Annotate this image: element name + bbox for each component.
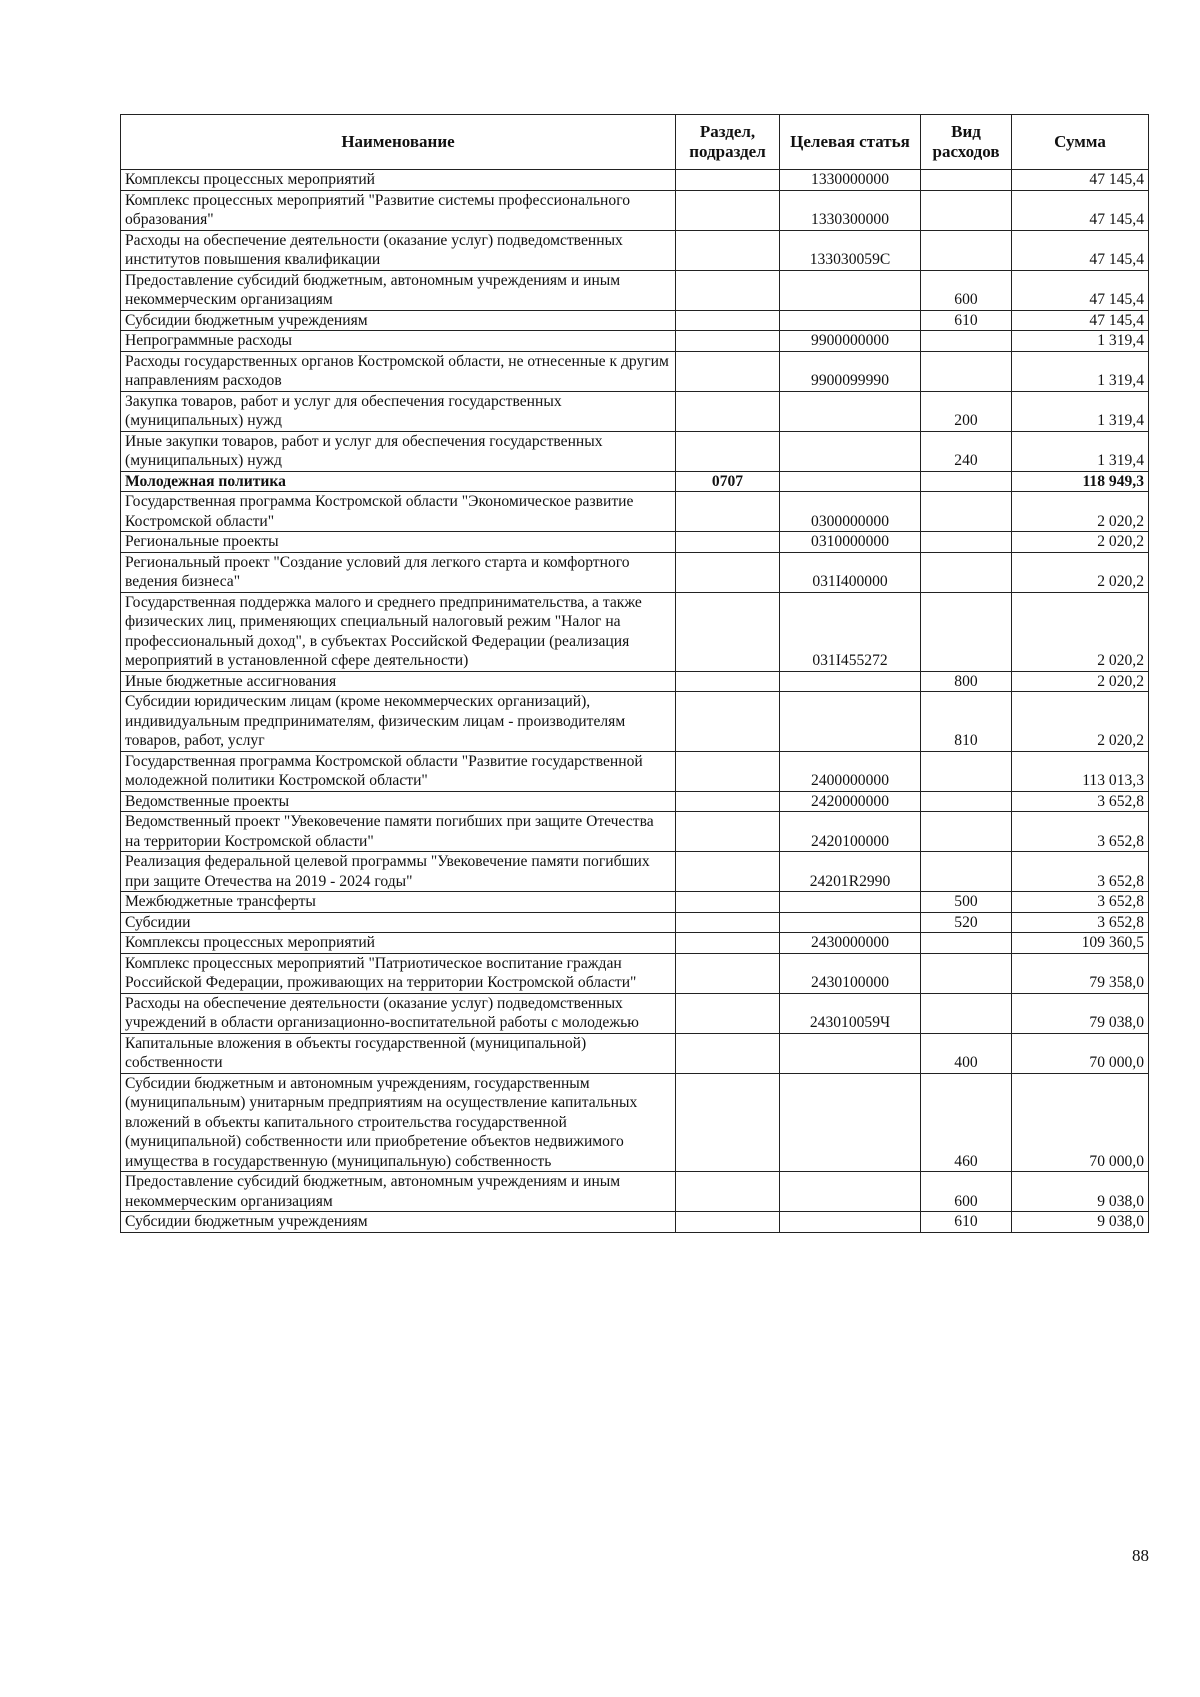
table-body [121,170,1149,1233]
cell-name: Комплекс процессных мероприятий "Развитие системы профессионального образования" [121,190,676,230]
cell-amount: 2 020,2 [1012,692,1149,752]
cell-kind: 400 [921,1033,1012,1073]
table-row [121,351,1149,391]
cell-name: Иные бюджетные ассигнования [121,671,676,692]
cell-name: Региональные проекты [121,532,676,553]
cell-amount: 113 013,3 [1012,751,1149,791]
cell-section [676,592,780,671]
cell-name: Государственная программа Костромской области "Экономическое развитие Костромской области" [121,492,676,532]
cell-name: Молодежная политика [121,471,676,492]
table-row [121,532,1149,553]
cell-amount: 109 360,5 [1012,933,1149,954]
cell-kind [921,331,1012,352]
cell-kind [921,532,1012,553]
cell-section [676,270,780,310]
cell-amount: 2 020,2 [1012,592,1149,671]
cell-name: Комплекс процессных мероприятий "Патриотическое воспитание граждан Российской Федерации, проживающих на территории Костромской области" [121,953,676,993]
cell-name: Предоставление субсидий бюджетным, автономным учреждениям и иным некоммерческим организациям [121,270,676,310]
cell-amount: 3 652,8 [1012,852,1149,892]
cell-kind [921,751,1012,791]
cell-target [780,270,921,310]
cell-target: 0300000000 [780,492,921,532]
cell-target: 1330000000 [780,170,921,191]
cell-kind [921,190,1012,230]
cell-target: 0310000000 [780,532,921,553]
table-row [121,431,1149,471]
cell-kind: 200 [921,391,1012,431]
cell-target: 9900000000 [780,331,921,352]
cell-amount: 3 652,8 [1012,791,1149,812]
table-row [121,170,1149,191]
cell-amount: 47 145,4 [1012,230,1149,270]
cell-amount: 3 652,8 [1012,892,1149,913]
cell-kind: 600 [921,1172,1012,1212]
cell-kind [921,852,1012,892]
cell-section [676,1033,780,1073]
cell-name: Иные закупки товаров, работ и услуг для обеспечения государственных (муниципальных) нужд [121,431,676,471]
cell-kind [921,933,1012,954]
cell-kind: 460 [921,1073,1012,1172]
cell-name: Субсидии юридическим лицам (кроме некоммерческих организаций), индивидуальным предпринимателям, физическим лицам - производителям товаров, работ, услуг [121,692,676,752]
cell-kind: 500 [921,892,1012,913]
cell-kind: 600 [921,270,1012,310]
cell-section: 0707 [676,471,780,492]
table-row [121,270,1149,310]
cell-name: Расходы на обеспечение деятельности (оказание услуг) подведомственных институтов повышения квалификации [121,230,676,270]
table-row [121,892,1149,913]
table-row [121,592,1149,671]
cell-section [676,692,780,752]
table-row [121,852,1149,892]
table-row [121,190,1149,230]
cell-target: 2420000000 [780,791,921,812]
cell-kind: 800 [921,671,1012,692]
budget-sheet [120,114,1148,1233]
cell-target: 133030059С [780,230,921,270]
cell-section [676,190,780,230]
cell-kind [921,492,1012,532]
cell-amount: 70 000,0 [1012,1033,1149,1073]
cell-amount: 1 319,4 [1012,391,1149,431]
cell-name: Ведомственный проект "Увековечение памяти погибших при защите Отечества на территории Костромской области" [121,812,676,852]
cell-target [780,671,921,692]
cell-amount: 3 652,8 [1012,912,1149,933]
cell-name: Государственная программа Костромской области "Развитие государственной молодежной политики Костромской области" [121,751,676,791]
cell-amount: 2 020,2 [1012,492,1149,532]
cell-name: Капитальные вложения в объекты государственной (муниципальной) собственности [121,1033,676,1073]
cell-amount: 118 949,3 [1012,471,1149,492]
cell-amount: 1 319,4 [1012,331,1149,352]
cell-kind [921,351,1012,391]
cell-target [780,1172,921,1212]
table-row [121,391,1149,431]
cell-section [676,751,780,791]
cell-kind: 520 [921,912,1012,933]
cell-kind: 610 [921,1212,1012,1233]
header-section: Раздел, подраздел [676,115,780,170]
table-row [121,791,1149,812]
cell-amount: 79 358,0 [1012,953,1149,993]
cell-amount: 47 145,4 [1012,190,1149,230]
header-name: Наименование [121,115,676,170]
table-row [121,933,1149,954]
cell-amount: 79 038,0 [1012,993,1149,1033]
cell-name: Субсидии [121,912,676,933]
cell-section [676,953,780,993]
cell-kind [921,170,1012,191]
table-row [121,310,1149,331]
cell-section [676,391,780,431]
cell-name: Комплексы процессных мероприятий [121,170,676,191]
table-row [121,993,1149,1033]
cell-kind [921,552,1012,592]
table-row [121,1073,1149,1172]
cell-amount: 2 020,2 [1012,671,1149,692]
cell-section [676,1172,780,1212]
cell-target: 031I455272 [780,592,921,671]
cell-target: 2420100000 [780,812,921,852]
table-row [121,552,1149,592]
cell-amount: 1 319,4 [1012,351,1149,391]
table-header-row [121,115,1149,170]
cell-section [676,431,780,471]
cell-section [676,912,780,933]
cell-kind [921,791,1012,812]
cell-section [676,351,780,391]
header-amount: Сумма [1012,115,1149,170]
cell-amount: 9 038,0 [1012,1212,1149,1233]
cell-target [780,471,921,492]
cell-target [780,692,921,752]
cell-section [676,492,780,532]
cell-amount: 2 020,2 [1012,532,1149,553]
table-row [121,953,1149,993]
cell-target [780,1073,921,1172]
table-row [121,692,1149,752]
cell-name: Комплексы процессных мероприятий [121,933,676,954]
header-target: Целевая статья [780,115,921,170]
cell-name: Субсидии бюджетным учреждениям [121,310,676,331]
cell-target [780,310,921,331]
cell-amount: 9 038,0 [1012,1172,1149,1212]
cell-target: 2430000000 [780,933,921,954]
cell-section [676,933,780,954]
cell-kind [921,471,1012,492]
cell-section [676,532,780,553]
cell-name: Ведомственные проекты [121,791,676,812]
cell-name: Закупка товаров, работ и услуг для обеспечения государственных (муниципальных) нужд [121,391,676,431]
cell-section [676,170,780,191]
cell-name: Непрограммные расходы [121,331,676,352]
cell-section [676,671,780,692]
cell-section [676,993,780,1033]
cell-target [780,912,921,933]
page-number: 88 [1132,1546,1149,1565]
cell-section [676,852,780,892]
cell-kind [921,993,1012,1033]
cell-amount: 3 652,8 [1012,812,1149,852]
cell-kind [921,953,1012,993]
table-row [121,751,1149,791]
cell-target: 2400000000 [780,751,921,791]
cell-section [676,310,780,331]
cell-target: 1330300000 [780,190,921,230]
cell-target: 031I400000 [780,552,921,592]
table-row [121,1033,1149,1073]
cell-kind [921,592,1012,671]
cell-name: Региональный проект "Создание условий для легкого старта и комфортного ведения бизнеса" [121,552,676,592]
cell-section [676,1212,780,1233]
cell-section [676,791,780,812]
cell-target [780,1033,921,1073]
cell-name: Межбюджетные трансферты [121,892,676,913]
cell-amount: 47 145,4 [1012,310,1149,331]
cell-target [780,391,921,431]
cell-kind: 610 [921,310,1012,331]
budget-table [120,114,1149,1233]
table-row [121,1172,1149,1212]
cell-section [676,892,780,913]
cell-section [676,230,780,270]
cell-amount: 1 319,4 [1012,431,1149,471]
table-row [121,492,1149,532]
cell-kind [921,230,1012,270]
cell-kind: 810 [921,692,1012,752]
cell-amount: 2 020,2 [1012,552,1149,592]
cell-name: Реализация федеральной целевой программы "Увековечение памяти погибших при защите Отечества на 2019 - 2024 годы" [121,852,676,892]
cell-name: Предоставление субсидий бюджетным, автономным учреждениям и иным некоммерческим организациям [121,1172,676,1212]
cell-target [780,1212,921,1233]
cell-target [780,892,921,913]
table-row [121,471,1149,492]
cell-target [780,431,921,471]
cell-section [676,552,780,592]
cell-kind: 240 [921,431,1012,471]
table-row [121,1212,1149,1233]
cell-section [676,812,780,852]
cell-name: Государственная поддержка малого и среднего предпринимательства, а также физических лиц, применяющих специальный налоговый режим "Налог на профессиональный доход", в субъектах Российской Федерации (реализация мероприятий в установленной сфере деятельности) [121,592,676,671]
table-row [121,230,1149,270]
cell-amount: 70 000,0 [1012,1073,1149,1172]
cell-name: Субсидии бюджетным и автономным учреждениям, государственным (муниципальным) унитарным предприятиям на осуществление капитальных вложений в объекты капитального строительства государственной (муниципальной) собственности или приобретение объектов недвижимого имущества в государственную (муниципальную) собственность [121,1073,676,1172]
cell-amount: 47 145,4 [1012,170,1149,191]
table-row [121,812,1149,852]
cell-target: 24201R2990 [780,852,921,892]
cell-section [676,1073,780,1172]
header-kind: Вид расходов [921,115,1012,170]
cell-amount: 47 145,4 [1012,270,1149,310]
table-row [121,912,1149,933]
cell-target: 9900099990 [780,351,921,391]
table-row [121,671,1149,692]
cell-section [676,331,780,352]
cell-target: 2430100000 [780,953,921,993]
cell-kind [921,812,1012,852]
cell-name: Расходы государственных органов Костромской области, не отнесенные к другим направлениям расходов [121,351,676,391]
cell-name: Субсидии бюджетным учреждениям [121,1212,676,1233]
cell-name: Расходы на обеспечение деятельности (оказание услуг) подведомственных учреждений в области организационно-воспитательной работы с молодежью [121,993,676,1033]
cell-target: 243010059Ч [780,993,921,1033]
table-row [121,331,1149,352]
